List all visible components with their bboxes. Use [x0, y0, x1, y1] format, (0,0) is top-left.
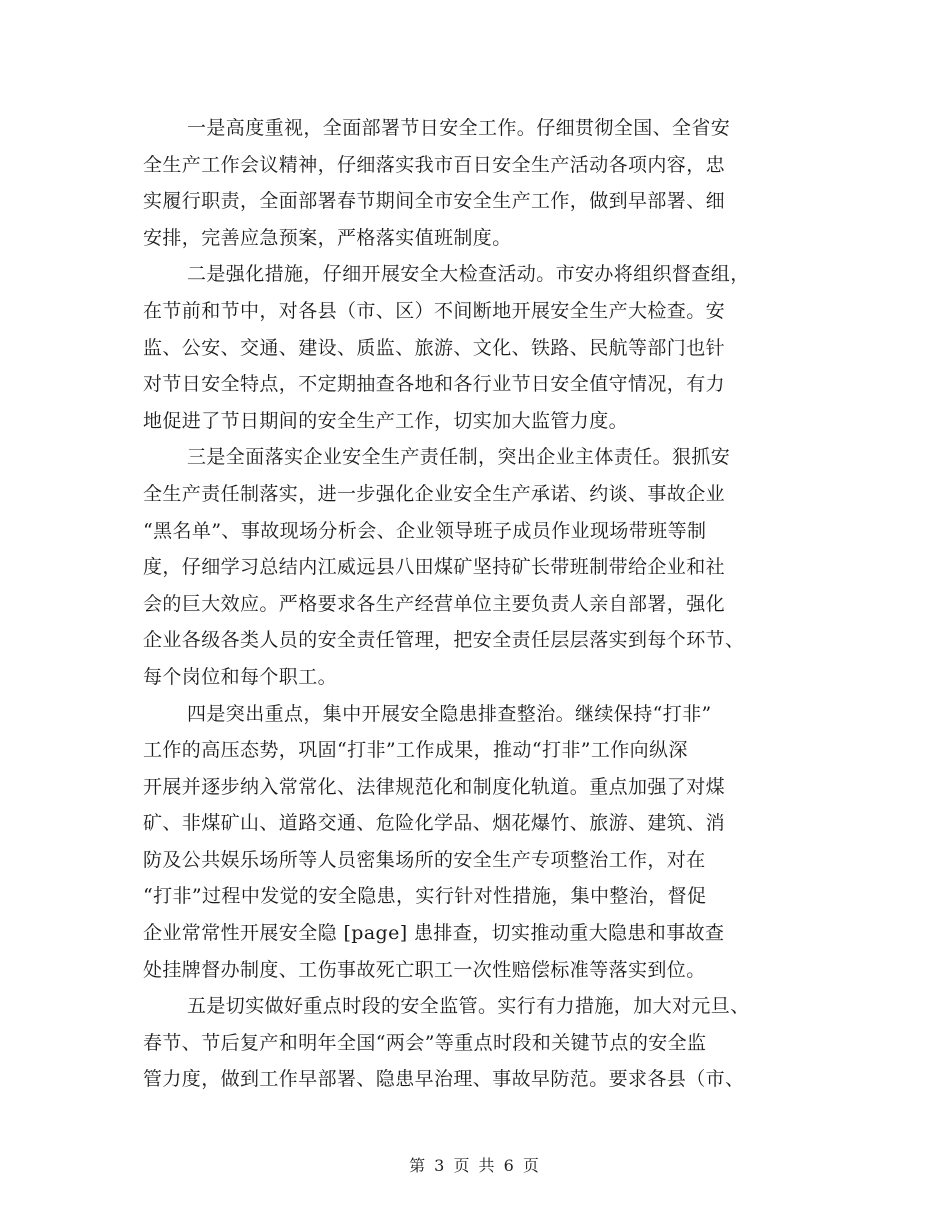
paragraph-4-line-2: 工作的高压态势，巩固“打非”工作成果，推动“打非”工作向纵深 — [143, 739, 688, 762]
paragraph-5-line-2: 春节、节后复产和明年全国“两会”等重点时段和关键节点的安全监 — [143, 1031, 707, 1054]
paragraph-1-line-1: 一是高度重视，全面部署节日安全工作。仔细贯彻全国、全省安 — [187, 117, 731, 139]
paragraph-3-line-5: 会的巨大效应。严格要求各生产经营单位主要负责人亲自部署，强化 — [143, 592, 726, 615]
paragraph-3-line-4: 度，仔细学习总结内江威远县八田煤矿坚持矿长带班制带给企业和社 — [143, 556, 726, 579]
paragraph-3-line-6: 企业各级各类人员的安全责任管理，把安全责任层层落实到每个环节、 — [143, 629, 745, 652]
paragraph-4-line-7: 企业常常性开展安全隐 [page] 患排查，切实推动重大隐患和事故查 — [143, 922, 725, 945]
paragraph-3-line-7: 每个岗位和每个职工。 — [143, 665, 338, 688]
paragraph-3-line-3: “黑名单”、事故现场分析会、企业领导班子成员作业现场带班等制 — [143, 519, 707, 542]
document-body — [143, 110, 815, 1098]
paragraph-4-line-3: 开展并逐步纳入常常化、法律规范化和制度化轨道。重点加强了对煤 — [143, 775, 726, 798]
paragraph-2-line-5: 地促进了节日期间的安全生产工作，切实加大监管力度。 — [143, 409, 629, 432]
paragraph-1-line-3: 实履行职责，全面部署春节期间全市安全生产工作，做到早部署、细 — [143, 190, 726, 213]
paragraph-4-line-5: 防及公共娱乐场所等人员密集场所的安全生产专项整治工作，对在 — [143, 848, 706, 871]
paragraph-5-line-3: 管力度，做到工作早部署、隐患早治理、事故早防范。要求各县（市、 — [143, 1068, 745, 1091]
paragraph-2-line-3: 监、公安、交通、建设、质监、旅游、文化、铁路、民航等部门也针 — [143, 336, 726, 359]
paragraph-4-line-8: 处挂牌督办制度、工伤事故死亡职工一次性赔偿标准等落实到位。 — [143, 958, 706, 981]
paragraph-2-line-2: 在节前和节中，对各县（市、区）不间断地开展安全生产大检查。安 — [143, 299, 726, 322]
paragraph-5-line-1: 五是切实做好重点时段的安全监管。实行有力措施，加大对元旦、 — [187, 995, 750, 1018]
paragraph-3-line-2: 全生产责任制落实，进一步强化企业安全生产承诺、约谈、事故企业 — [143, 482, 726, 505]
paragraph-2-line-1: 二是强化措施，仔细开展安全大检查活动。市安办将组织督查组， — [187, 263, 750, 286]
paragraph-2-line-4: 对节日安全特点，不定期抽查各地和各行业节日安全值守情况，有力 — [143, 373, 726, 396]
paragraph-1-line-2: 全生产工作会议精神，仔细落实我市百日安全生产活动各项内容，忠 — [143, 153, 726, 176]
paragraph-3-line-1: 三是全面落实企业安全生产责任制，突出企业主体责任。狠抓安 — [187, 446, 731, 469]
paragraph-4-line-1: 四是突出重点，集中开展安全隐患排查整治。继续保持“打非” — [187, 702, 712, 725]
paragraph-4-line-4: 矿、非煤矿山、道路交通、危险化学品、烟花爆竹、旅游、建筑、消 — [143, 812, 726, 835]
paragraph-4-line-6: “打非”过程中发觉的安全隐患，实行针对性措施，集中整治，督促 — [143, 885, 707, 908]
page-number-footer: 第 3 页 共 6 页 — [409, 1156, 541, 1175]
paragraph-1-line-4: 安排，完善应急预案，严格落实值班制度。 — [143, 226, 512, 249]
